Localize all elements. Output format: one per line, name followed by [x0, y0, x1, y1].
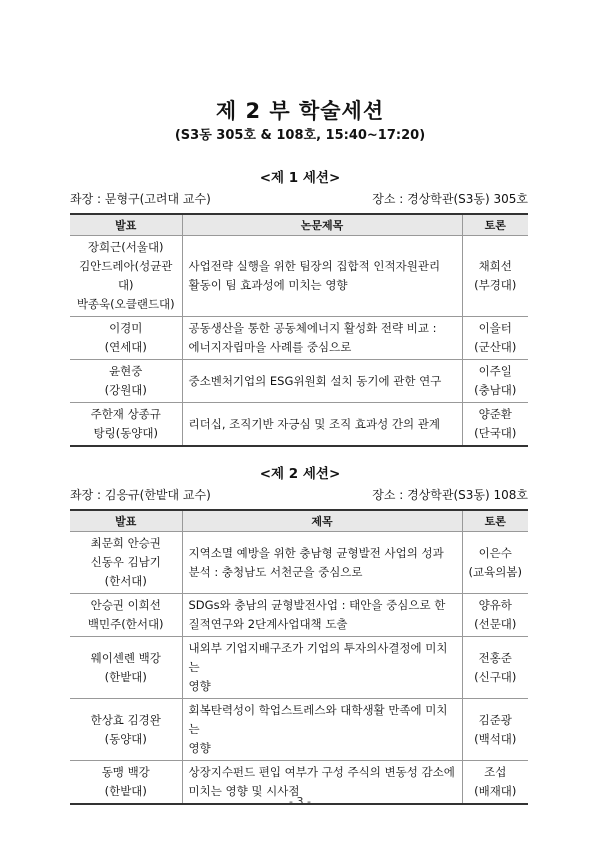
presenter-line: 주한재 상종규: [90, 407, 161, 421]
paper-title-cell: [182, 236, 462, 317]
paper-title-line: 중소벤처기업의 ESG위원회 설치 동기에 관한 연구: [188, 373, 442, 388]
presenter-line: 동맹 백강: [101, 765, 150, 779]
presenter-line: 최문희 안승권: [90, 536, 161, 550]
session-1-rows: [70, 236, 528, 447]
presenter-cell: [70, 403, 182, 447]
presenter-line: 탕링(동양대): [93, 426, 159, 440]
paper-title-line: 활동이 팀 효과성에 미치는 영향: [188, 278, 348, 292]
table-row: [70, 317, 528, 360]
paper-title-cell: [182, 532, 462, 594]
column-header-title: 제목: [182, 510, 462, 532]
discussant-line: (백석대): [474, 731, 517, 746]
presenter-cell: [70, 699, 182, 761]
discussant-cell: [462, 532, 528, 594]
presenter-cell: [70, 317, 182, 360]
presenter-line: 윤현중: [109, 364, 143, 378]
paper-title-cell: [182, 317, 462, 360]
column-header-discussant: 토론: [462, 510, 528, 532]
page-subtitle: (S3동 305호 & 108호, 15:40~17:20): [174, 128, 426, 143]
presenter-line: (강원대): [104, 383, 147, 397]
presenter-line: (한밭대): [104, 669, 147, 684]
paper-title-line: 지역소멸 예방을 위한 충남형 균형발전 사업의 성과: [188, 545, 444, 560]
paper-title-cell: [182, 594, 462, 637]
discussant-line: (충남대): [474, 383, 517, 397]
discussant-cell: [462, 594, 528, 637]
page-title: 제 2 부 학술세션: [215, 99, 385, 123]
presenter-cell: [70, 236, 182, 317]
session-2-table: [70, 509, 528, 805]
paper-title-line: 질적연구와 2단계사업대책 도출: [188, 617, 348, 631]
presenter-cell: [70, 637, 182, 699]
table-header-row: [70, 214, 528, 236]
discussant-line: (교육의봄): [468, 564, 522, 579]
table-row: [70, 403, 528, 447]
column-header-paper-title: 논문제목: [182, 214, 462, 236]
discussant-line: 조섭: [484, 765, 507, 779]
discussant-line: 이은수: [478, 545, 512, 560]
discussant-line: 전홍준: [478, 650, 512, 665]
paper-title-cell: [182, 699, 462, 761]
session-1-chair: 좌장 : 문형구(고려대 교수): [70, 192, 211, 206]
discussant-line: (부경대): [474, 278, 517, 292]
table-row: [70, 699, 528, 761]
presenter-line: 장희근(서울대): [87, 240, 164, 254]
session-1-title: <제 1 세션>: [259, 170, 341, 186]
session-2-rows: [70, 532, 528, 805]
discussant-cell: [462, 403, 528, 447]
paper-title-line: 사업전략 실행을 위한 팀장의 집합적 인적자원관리: [188, 259, 441, 273]
discussant-line: 양유하: [478, 598, 512, 612]
presenter-line: 백민주(한서대): [87, 617, 164, 631]
presenter-line: 김안드레아(성균관대): [79, 259, 173, 292]
table-row: [70, 637, 528, 699]
discussant-cell: [462, 317, 528, 360]
presenter-cell: [70, 360, 182, 403]
session-1-place: 장소 : 경상학관(S3동) 305호: [372, 192, 528, 206]
table-row: [70, 594, 528, 637]
paper-title-line: SDGs와 충남의 균형발전사업 : 태안을 중심으로 한: [188, 598, 446, 612]
discussant-line: 양준환: [478, 407, 512, 421]
paper-title-line: 내외부 기업지배구조가 기업의 투자의사결정에 미치는: [188, 641, 448, 674]
discussant-cell: [462, 637, 528, 699]
discussant-line: (신구대): [474, 669, 517, 684]
table-header-row: [70, 510, 528, 532]
discussant-line: 이주일: [478, 364, 512, 378]
paper-title-line: 공동생산을 통한 공동체에너지 활성화 전략 비교 :: [188, 321, 437, 335]
column-header-discussant: 토론: [462, 214, 528, 236]
presenter-line: 안승권 이희선: [90, 598, 161, 612]
presenter-line: (동양대): [104, 731, 147, 746]
session-2-place: 장소 : 경상학관(S3동) 108호: [372, 488, 528, 502]
paper-title-line: 리더십, 조직기반 자긍심 및 조직 효과성 간의 관계: [188, 416, 440, 431]
session-2-chair: 좌장 : 김응규(한밭대 교수): [70, 488, 211, 502]
discussant-cell: [462, 699, 528, 761]
session-1-table: [70, 213, 528, 447]
table-row: [70, 532, 528, 594]
presenter-line: 이경미: [109, 321, 143, 335]
paper-title-cell: [182, 360, 462, 403]
discussant-cell: [462, 360, 528, 403]
discussant-line: 김준광: [478, 712, 512, 727]
paper-title-line: 상장지수펀드 편입 여부가 구성 주식의 변동성 감소에: [188, 765, 455, 779]
table-row: [70, 360, 528, 403]
presenter-line: (연세대): [104, 340, 147, 354]
discussant-line: (배재대): [474, 784, 517, 798]
session-2-title: <제 2 세션>: [259, 466, 341, 482]
paper-title-line: 분석 : 충청남도 서천군을 중심으로: [188, 564, 363, 579]
presenter-line: 박종욱(오클랜드대): [76, 297, 175, 311]
paper-title-line: 회복탄력성이 학업스트레스와 대학생활 만족에 미치는: [188, 703, 448, 736]
paper-title-line: 미치는 영향 및 시사점: [188, 784, 300, 798]
paper-title-cell: [182, 637, 462, 699]
presenter-line: 한상효 김경완: [90, 712, 161, 727]
paper-title-line: 영향: [188, 741, 211, 755]
presenter-cell: [70, 594, 182, 637]
paper-title-cell: [182, 403, 462, 447]
page-number: - 3 -: [289, 795, 311, 808]
presenter-line: 신동우 김남기: [90, 555, 161, 569]
discussant-line: (선문대): [474, 617, 517, 631]
discussant-line: 채희선: [478, 259, 512, 273]
column-header-presenter: 발표: [70, 510, 182, 532]
discussant-line: 이을터: [478, 321, 512, 335]
presenter-cell: [70, 532, 182, 594]
discussant-line: (단국대): [474, 426, 517, 440]
discussant-cell: [462, 236, 528, 317]
presenter-line: 웨이센롄 백강: [90, 650, 161, 665]
paper-title-line: 에너지자립마을 사례를 중심으로: [188, 340, 352, 354]
presenter-line: (한서대): [104, 574, 147, 588]
column-header-presenter: 발표: [70, 214, 182, 236]
discussant-line: (군산대): [474, 340, 517, 354]
paper-title-line: 영향: [188, 679, 211, 693]
presenter-line: (한밭대): [104, 784, 147, 798]
table-row: [70, 236, 528, 317]
